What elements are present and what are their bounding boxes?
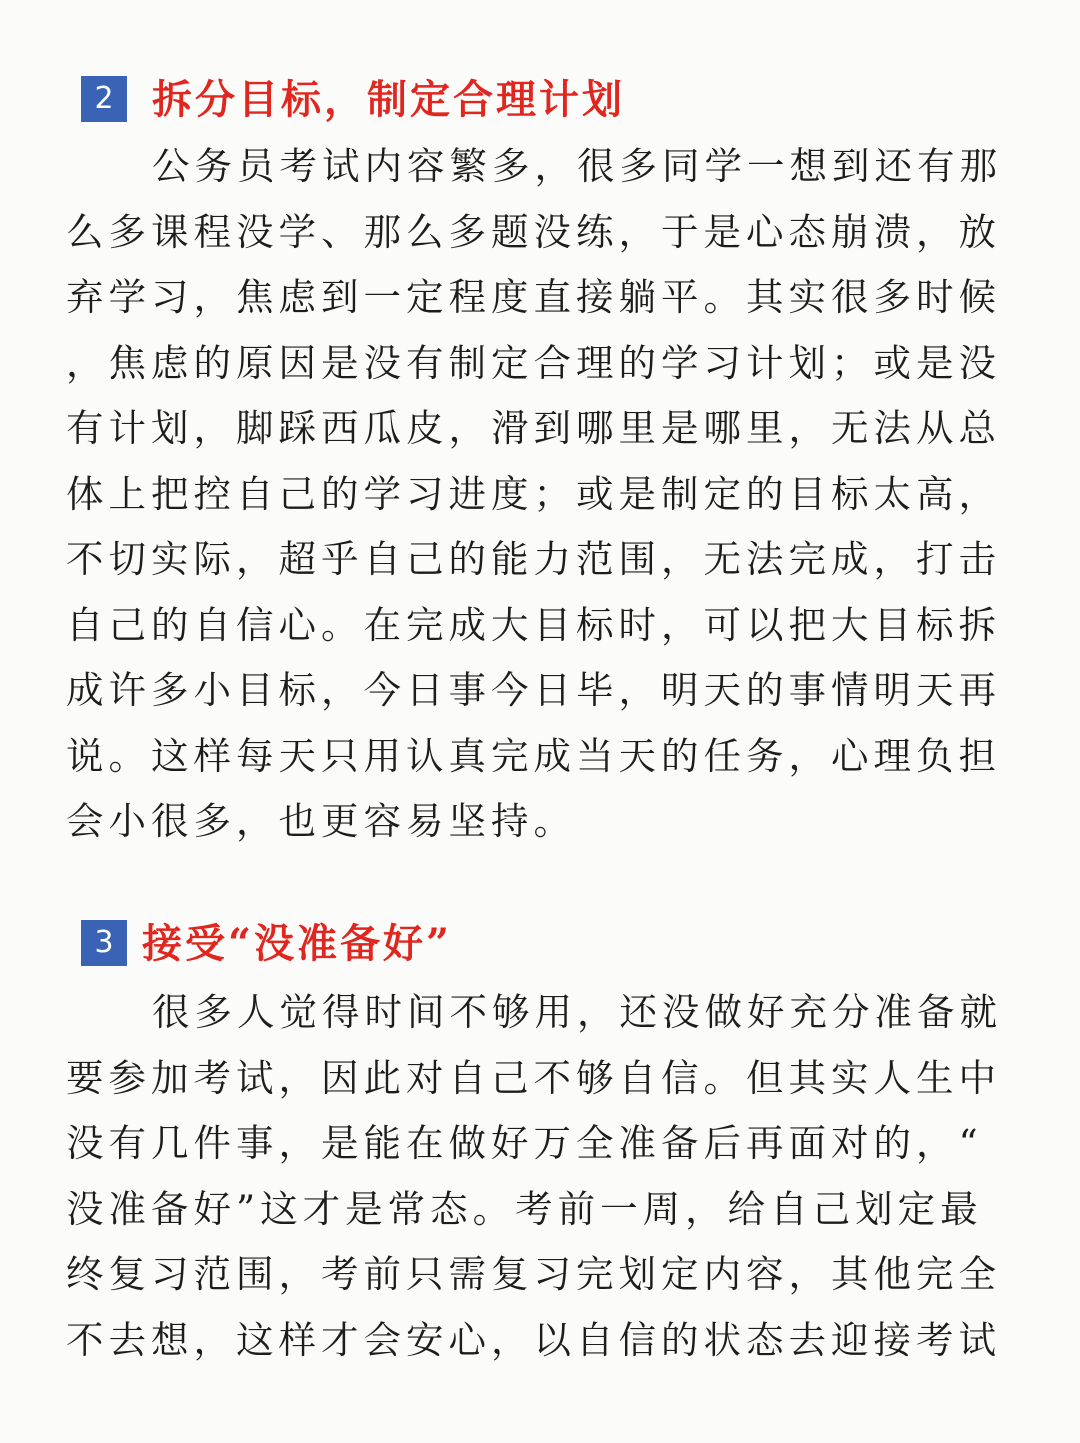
paragraph-line: ，焦虑的原因是没有制定合理的学习计划；或是没 [66,340,1001,385]
paragraph-line: 没准备好”这才是常态。考前一周，给自己划定最 [66,1186,983,1231]
paragraph-line: 弃学习，焦虑到一定程度直接躺平。其实很多时候 [66,275,1001,319]
paragraph-line: 成许多小目标，今日事今日毕，明天的事情明天再 [66,668,1001,712]
paragraph-line: 说。这样每天只用认真完成当天的任务，心理负担 [66,733,1001,778]
paragraph-line: 体上把控自己的学习进度；或是制定的目标太高， [66,471,1001,516]
paragraph-line: 终复习范围，考前只需复习完划定内容，其他完全 [66,1252,1001,1296]
section-accept-unprepared [0,918,1080,1362]
section-number-badge: 2 [81,76,127,122]
section-split-goals [0,74,1080,843]
paragraph-line: 不去想，这样才会安心，以自信的状态去迎接考试 [66,1317,1001,1362]
section-number-badge: 3 [81,920,127,966]
paragraph-line: 很多人觉得时间不够用，还没做好充分准备就 [152,990,1002,1034]
paragraph-line: 没有几件事，是能在做好万全准备后再面对的，“ [66,1121,983,1165]
section-heading [0,74,1080,130]
paragraph-line: 会小很多，也更容易坚持。 [66,799,576,843]
paragraph-line: 么多课程没学、那么多题没练，于是心态崩溃，放 [66,209,1001,254]
paragraph-line: 有计划，脚踩西瓜皮，滑到哪里是哪里，无法从总 [66,406,1001,450]
section-heading [0,918,1080,974]
section-paragraph [66,134,1012,855]
paragraph-line: 要参加考试，因此对自己不够自信。但其实人生中 [66,1055,1001,1100]
paragraph-line: 自己的自信心。在完成大目标时，可以把大目标拆 [66,602,1001,647]
section-title: 拆分目标，制定合理计划 [152,76,625,123]
paragraph-line: 不切实际，超乎自己的能力范围，无法完成，打击 [66,537,1001,581]
section-title: 接受“没准备好” [142,920,453,967]
section-paragraph [66,980,1012,1373]
paragraph-line: 公务员考试内容繁多，很多同学一想到还有那 [152,144,1002,188]
